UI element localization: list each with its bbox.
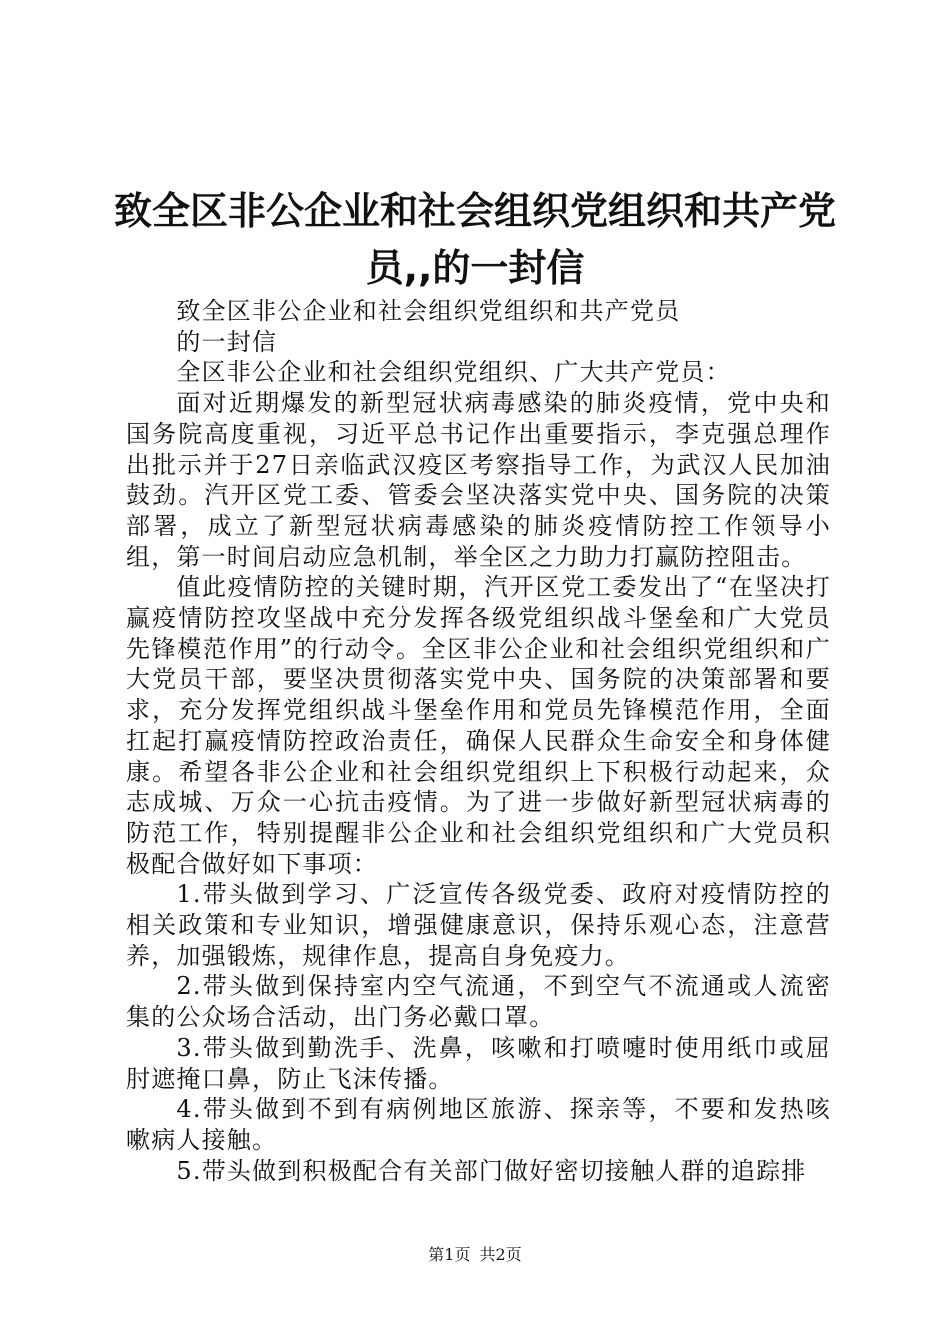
page-number: 第1页 [428, 1245, 471, 1264]
body-paragraph: 2.带头做到保持室内空气流通，不到空气不流通或人流密集的公众场合活动，出门务必戴口罩。 [126, 972, 831, 1032]
body-paragraph: 值此疫情防控的关键时期，汽开区党工委发出了“在坚决打赢疫情防控攻坚战中充分发挥各级党组织战斗堡垒和广大党员先锋模范作用”的行动令。全区非公企业和社会组织党组织和广大党员干部，要坚决贯彻落实党中央、国务院的决策部署和要求，充分发挥党组织战斗堡垒作用和党员先锋模范作用，全面扛起打赢疫情防控政治责任，确保人民群众生命安全和身体健康。希望各非公企业和社会组织党组织上下积极行动起来，众志成城、万众一心抗击疫情。为了进一步做好新型冠状病毒的防范工作，特别提醒非公企业和社会组织党组织和广大党员积极配合做好如下事项： [126, 573, 831, 878]
page-total: 共2页 [479, 1245, 522, 1264]
body-paragraph: 5.带头做到积极配合有关部门做好密切接触人群的追踪排 [176, 1156, 807, 1185]
body-paragraph: 全区非公企业和社会组织党组织、广大共产党员： [176, 358, 731, 387]
body-paragraph: 面对近期爆发的新型冠状病毒感染的肺炎疫情，党中央和国务院高度重视，习近平总书记作出重要指示，李克强总理作出批示并于27日亲临武汉疫区考察指导工作，为武汉人民加油鼓劲。汽开区党工委、管委会坚决落实党中央、国务院的决策部署，成立了新型冠状病毒感染的肺炎疫情防控工作领导小组，第一时间启动应急机制，举全区之力助力打赢防控阻击。 [126, 389, 831, 571]
body-paragraph: 4.带头做到不到有病例地区旅游、探亲等，不要和发热咳嗽病人接触。 [126, 1095, 831, 1154]
body-paragraph: 3.带头做到勤洗手、洗鼻，咳嗽和打喷嚏时使用纸巾或屈肘遮掩口鼻，防止飞沫传播。 [126, 1033, 831, 1093]
document-title-line-2: 员,,的一封信 [365, 246, 585, 290]
page-footer [0, 1244, 950, 1266]
body-paragraph: 的一封信 [176, 327, 278, 356]
body-paragraph: 致全区非公企业和社会组织党组织和共产党员 [176, 297, 681, 325]
body-paragraph: 1.带头做到学习、广泛宣传各级党委、政府对疫情防控的相关政策和专业知识，增强健康意识，保持乐观心态，注意营养，加强锻炼，规律作息，提高自身免疫力。 [126, 880, 831, 970]
document-title-line-1: 致全区非公企业和社会组织党组织和共产党 [113, 189, 836, 233]
document-body [126, 296, 831, 1186]
